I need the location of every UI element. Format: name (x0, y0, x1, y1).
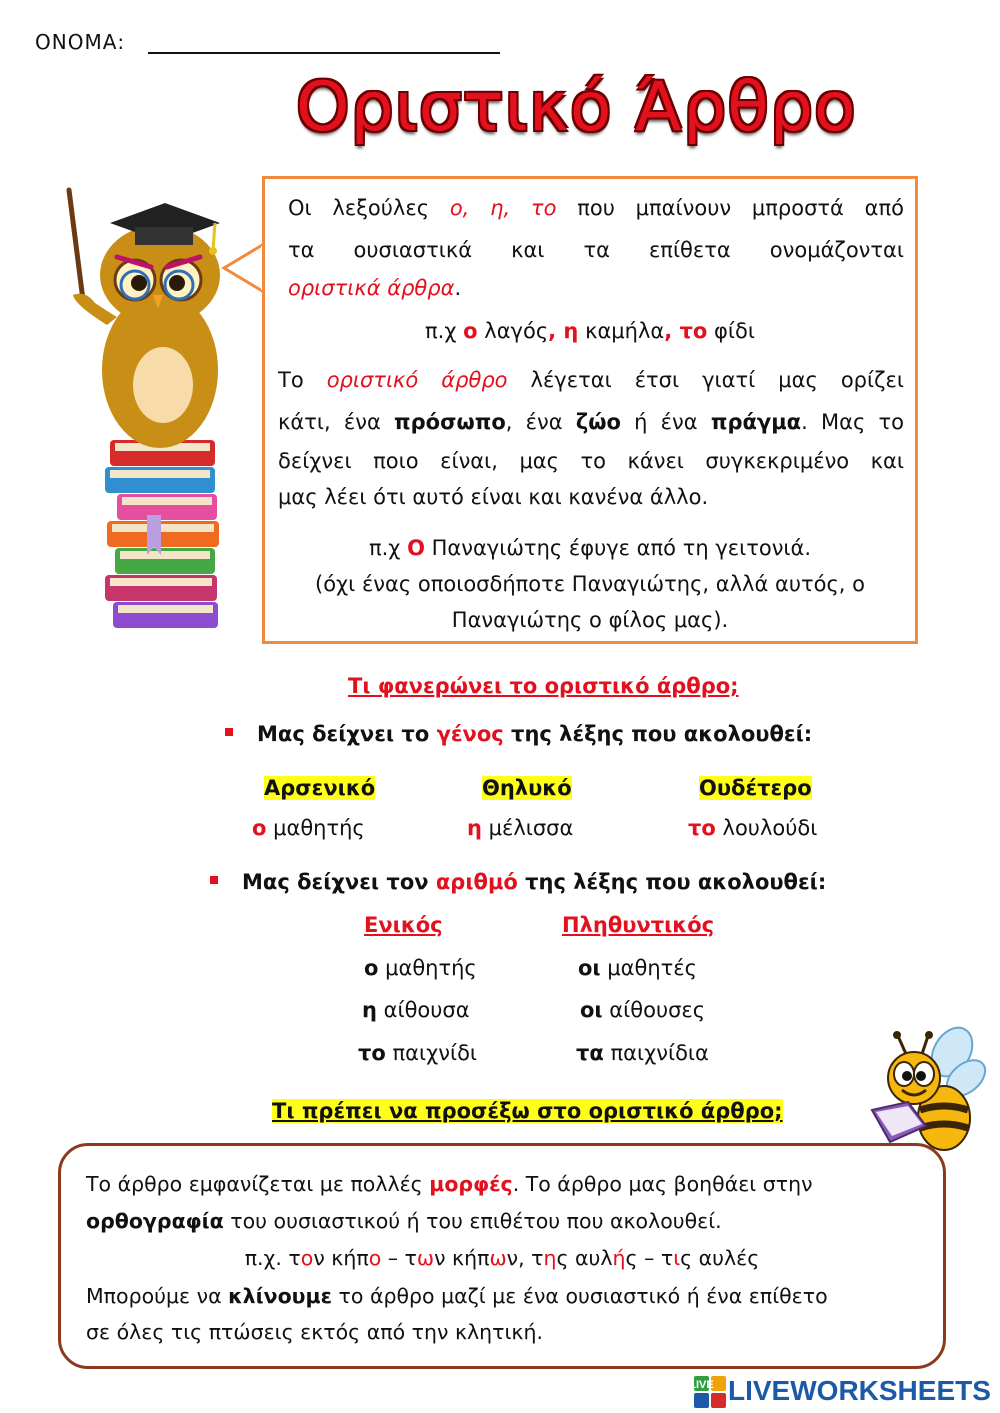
intro-example: π.χ ο λαγός, η καμήλα, το φίδι (425, 319, 755, 343)
number-bullet: Μας δείχνει τον αριθμό της λέξης που ακολουθεί: (210, 870, 826, 894)
number-singular-row-1: ο μαθητής (364, 956, 477, 980)
intro-line-3: οριστικά άρθρα. (288, 276, 462, 300)
explanation-line-4: μας λέει ότι αυτό είναι και κανένα άλλο. (278, 485, 709, 509)
number-singular-row-2: η αίθουσα (362, 998, 470, 1022)
owl-on-books-illustration (55, 185, 230, 645)
notes-line-5: σε όλες τις πτώσεις εκτός από την κλητική. (86, 1320, 544, 1344)
gender-example-masculine: ο μαθητής (252, 816, 365, 840)
notes-example-part: ο (300, 1246, 314, 1270)
definite-articles-term: οριστικά άρθρα (288, 276, 455, 300)
notes-example-part: π.χ. τ (244, 1246, 301, 1270)
notes-example-part: ο (368, 1246, 382, 1270)
section-heading-what-shows: Τι φανερώνει το οριστικό άρθρο; (348, 674, 739, 698)
gender-bullet: Μας δείχνει το γένος της λέξης που ακολουθεί: (225, 722, 812, 746)
bee-reading-illustration (862, 1030, 982, 1158)
notes-example-part: ς – τ (625, 1246, 674, 1270)
gender-header-masculine: Αρσενικό (264, 776, 376, 800)
gender-example-feminine: η μέλισσα (467, 816, 574, 840)
liveworksheets-watermark: LIVEWORKSHEETS (728, 1375, 991, 1406)
number-plural-row-1: οι μαθητές (578, 956, 697, 980)
notes-example-part: η (543, 1246, 557, 1270)
notes-example-part: ς αυλές (680, 1246, 760, 1270)
notes-example-part: – τ (381, 1246, 417, 1270)
notes-line-2: ορθογραφία του ουσιαστικού ή του επιθέτου που ακολουθεί. (86, 1209, 722, 1233)
notes-example-part: ω (489, 1246, 507, 1270)
explanation-line-2: κάτι, ένα πρόσωπο, ένα ζώο ή ένα πράγμα. Μας το (278, 410, 905, 434)
notes-example-part: ς αυλ (556, 1246, 613, 1270)
notes-example-part: ι (673, 1246, 681, 1270)
notes-example-part: ή (612, 1246, 626, 1270)
gender-header-neuter: Ουδέτερο (699, 776, 812, 800)
gender-header-feminine: Θηλυκό (482, 776, 572, 800)
explanation-note-2: Παναγιώτης ο φίλος μας). (451, 608, 729, 632)
number-plural-row-2: οι αίθουσες (580, 998, 706, 1022)
bullet-square-icon (225, 728, 233, 736)
speech-bubble-tail (222, 240, 266, 300)
number-plural-row-3: τα παιχνίδια (576, 1041, 709, 1065)
number-header-singular: Ενικός (364, 913, 443, 937)
name-label: ΟΝΟΜΑ: (35, 30, 126, 54)
book-stack-icon (105, 440, 219, 628)
explanation-line-3: δείχνει ποιο είναι, μας το κάνει συγκεκριμένο και (278, 449, 904, 473)
explanation-note-1: (όχι ένας οποιοσδήποτε Παναγιώτης, αλλά αυτός, ο (315, 572, 865, 596)
notes-example-part: ν κήπ (434, 1246, 490, 1270)
page-title: Οριστικό Άρθρο (296, 68, 857, 147)
notes-example-part: ν κήπ (313, 1246, 369, 1270)
logo-letter: LIVE (689, 1379, 714, 1391)
explanation-example: π.χ Ο Παναγιώτης έφυγε από τη γειτονιά. (368, 536, 812, 560)
number-singular-row-3: το παιχνίδι (358, 1041, 478, 1065)
intro-line-1: Οι λεξούλες ο, η, το που μπαίνουν μπροστά από (288, 196, 904, 220)
gender-example-neuter: το λουλούδι (688, 816, 818, 840)
intro-line-2: τα ουσιαστικά και τα επίθετα ονομάζονται (288, 238, 904, 262)
notes-example-part: ω (416, 1246, 435, 1270)
section-heading-attention: Τι πρέπει να προσέξω στο οριστικό άρθρο; (272, 1099, 783, 1123)
bullet-square-icon (210, 876, 218, 884)
name-input-line[interactable] (148, 52, 500, 54)
notes-line-1: Το άρθρο εμφανίζεται με πολλές μορφές. Το άρθρο μας βοηθάει στην (86, 1172, 813, 1196)
liveworksheets-logo-icon (689, 1376, 726, 1408)
notes-line-4: Μπορούμε να κλίνουμε το άρθρο μαζί με ένα ουσιαστικό ή ένα επίθετο (86, 1284, 828, 1308)
number-header-plural: Πληθυντικός (562, 913, 715, 937)
explanation-line-1: Το οριστικό άρθρο λέγεται έτσι γιατί μας ορίζει (278, 368, 904, 392)
notes-line-3 (60, 1240, 944, 1276)
articles-highlight: ο, η, το (449, 196, 557, 220)
notes-example-part: ν, τ (506, 1246, 544, 1270)
